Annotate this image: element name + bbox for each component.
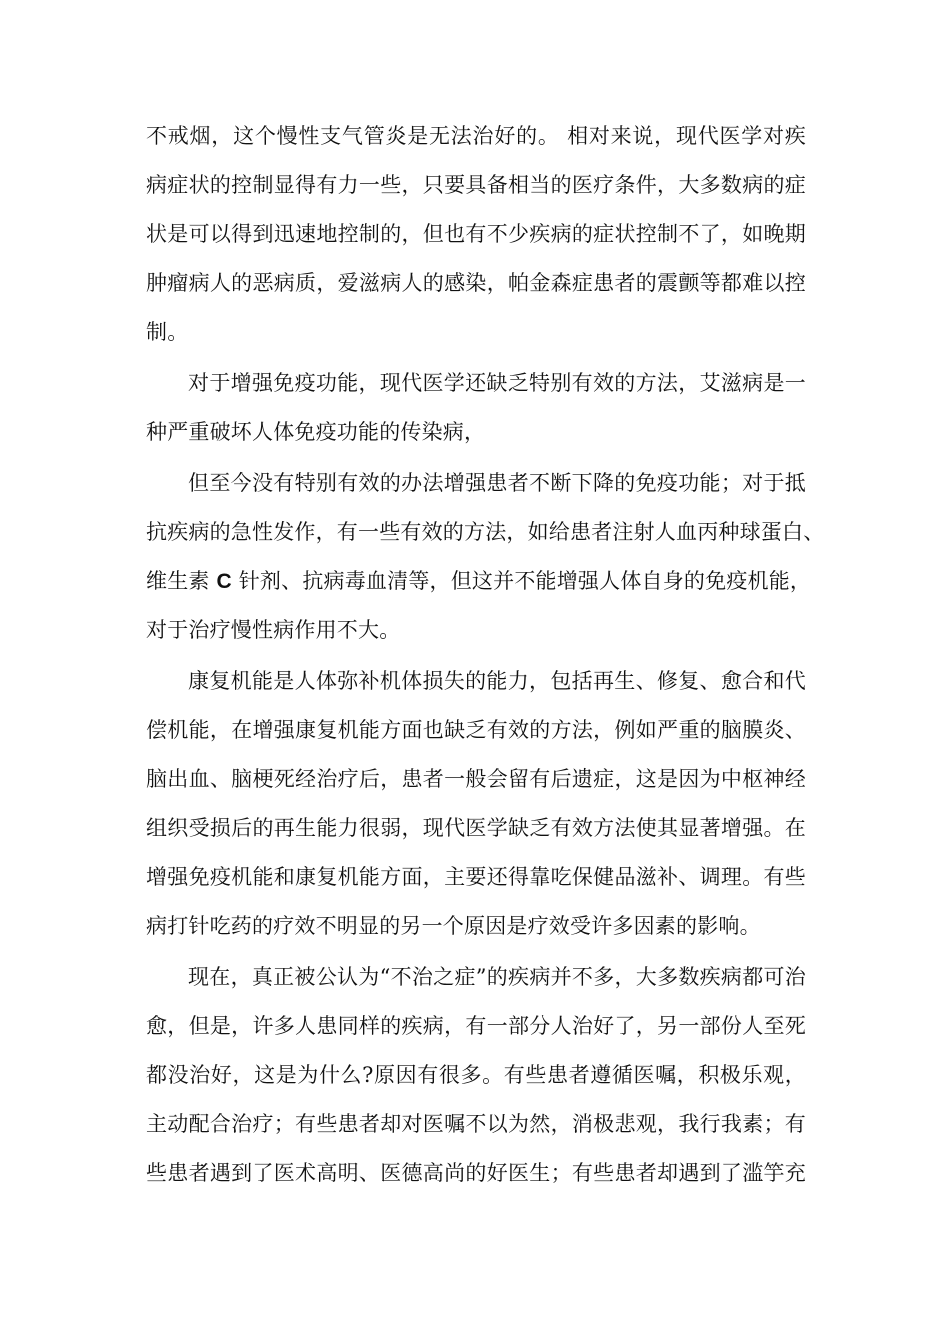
paragraph-1-line-4: 肿瘤病人的恶病质，爱滋病人的感染，帕金森症患者的震颤等都难以控 bbox=[146, 271, 806, 295]
paragraph-1-line-3: 状是可以得到迅速地控制的，但也有不少疾病的症状控制不了，如晚期 bbox=[146, 222, 806, 246]
paragraph-3-line-3: 维生素 C 针剂、抗病毒血清等，但这并不能增强人体自身的免疫机能， bbox=[146, 569, 812, 593]
body-text bbox=[146, 112, 825, 1198]
paragraph-2-line-2: 种严重破坏人体免疫功能的传染病， bbox=[146, 420, 486, 444]
paragraph-4-line-5: 增强免疫机能和康复机能方面，主要还得靠吃保健品滋补、调理。有些 bbox=[146, 865, 806, 889]
paragraph-4-line-6: 病打针吃药的疗效不明显的另一个原因是疗效受许多因素的影响。 bbox=[146, 914, 761, 938]
paragraph-5-line-3: 都没治好，这是为什么?原因有很多。有些患者遵循医嘱，积极乐观， bbox=[146, 1063, 806, 1087]
paragraph-5-line-5: 些患者遇到了医术高明、医德高尚的好医生；有些患者却遇到了滥竽充 bbox=[146, 1161, 806, 1185]
paragraph-3-line-1: 但至今没有特别有效的办法增强患者不断下降的免疫功能；对于抵 bbox=[188, 471, 806, 495]
paragraph-4-line-4: 组织受损后的再生能力很弱，现代医学缺乏有效方法使其显著增强。在 bbox=[146, 816, 806, 840]
paragraph-5-line-1: 现在，真正被公认为“不治之症”的疾病并不多，大多数疾病都可治 bbox=[188, 965, 806, 989]
paragraph-5-line-4: 主动配合治疗；有些患者却对医嘱不以为然，消极悲观，我行我素；有 bbox=[146, 1112, 806, 1136]
paragraph-1-line-2: 病症状的控制显得有力一些，只要具备相当的医疗条件，大多数病的症 bbox=[146, 173, 806, 197]
paragraph-3-line-4: 对于治疗慢性病作用不大。 bbox=[146, 618, 401, 642]
paragraph-2-line-1: 对于增强免疫功能，现代医学还缺乏特别有效的方法，艾滋病是一 bbox=[188, 371, 806, 395]
paragraph-3-line-2: 抗疾病的急性发作，有一些有效的方法，如给患者注射人血丙种球蛋白、 bbox=[146, 520, 825, 544]
paragraph-1-line-5: 制。 bbox=[146, 320, 189, 344]
vitamin-c-letter: C bbox=[216, 570, 232, 593]
paragraph-1-line-1: 不戒烟，这个慢性支气管炎是无法治好的。 相对来说，现代医学对疾 bbox=[146, 124, 806, 148]
paragraph-4-line-1: 康复机能是人体弥补机体损失的能力，包括再生、修复、愈合和代 bbox=[188, 669, 806, 693]
paragraph-4-line-3: 脑出血、脑梗死经治疗后，患者一般会留有后遗症，这是因为中枢神经 bbox=[146, 767, 806, 791]
paragraph-4-line-2: 偿机能，在增强康复机能方面也缺乏有效的方法，例如严重的脑膜炎、 bbox=[146, 718, 806, 742]
paragraph-5-line-2: 愈，但是，许多人患同样的疾病，有一部分人治好了，另一部份人至死 bbox=[146, 1014, 806, 1038]
